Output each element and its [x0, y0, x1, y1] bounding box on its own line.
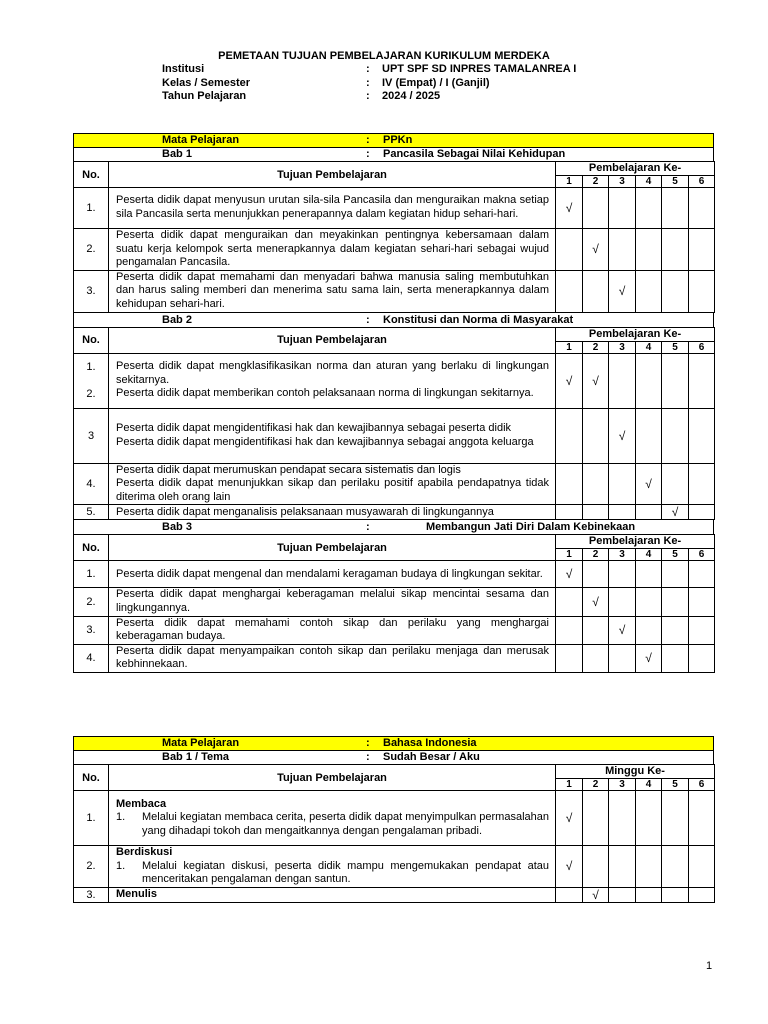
check-mark: √: [583, 887, 609, 902]
bab-title: Membangun Jati Diri Dalam Kebinekaan: [426, 521, 636, 534]
check-mark: √: [583, 588, 609, 616]
table-row: [74, 561, 715, 588]
week-number: 5: [662, 779, 689, 791]
header-label: Institusi: [162, 63, 205, 75]
row-number: 2.: [74, 588, 109, 616]
row-number: 4.: [74, 644, 109, 672]
colon: :: [366, 313, 370, 326]
row-objective: Peserta didik dapat mengenal dan mendalami keragaman budaya di lingkungan sekitar.: [109, 561, 556, 588]
row-objective: Peserta didik dapat menyampaikan contoh sikap dan perilaku menjaga dan merusak kebhinnekaan.: [109, 644, 556, 672]
row-number: 1.: [74, 791, 109, 846]
col-week-header: Minggu Ke-: [556, 765, 715, 779]
bab-bar: [73, 313, 714, 327]
table-row: [74, 887, 715, 902]
header-value: IV (Empat) / I (Ganjil): [382, 77, 490, 89]
table-row: [74, 229, 715, 271]
colon: :: [366, 134, 370, 146]
colon: :: [366, 737, 370, 749]
header-colon: :: [366, 77, 370, 89]
table-row: [74, 463, 715, 505]
row-objective: [109, 463, 556, 505]
meeting-number: 1: [556, 176, 583, 188]
col-tp-header: Tujuan Pembelajaran: [109, 765, 556, 791]
row-number: [74, 353, 109, 408]
check-mark: √: [583, 353, 609, 408]
page-number: 1: [706, 960, 713, 972]
objective-line: Peserta didik dapat mengidentifikasi hak dan kewajibannya sebagai peserta didik: [116, 421, 512, 434]
check-mark: √: [636, 644, 662, 672]
objective-line: Peserta didik dapat memberikan contoh pelaksanaan norma di lingkungan sekitarnya.: [116, 387, 534, 400]
row-objective: [109, 408, 556, 463]
bab-title: Pancasila Sebagai Nilai Kehidupan: [383, 148, 566, 160]
list-item: [116, 811, 549, 838]
list-number: 1.: [116, 859, 126, 872]
row-number: 3.: [74, 270, 109, 312]
col-tp-header: Tujuan Pembelajaran: [109, 535, 556, 561]
bab-title: Konstitusi dan Norma di Masyarakat: [383, 313, 574, 326]
meeting-number: 2: [583, 549, 609, 561]
check-mark: √: [636, 463, 662, 505]
subject-bar: [73, 736, 714, 750]
header-row-kelas: [0, 76, 768, 90]
objective-line: Peserta didik dapat mengidentifikasi hak dan kewajibannya sebagai anggota keluarga: [116, 435, 534, 448]
table-row: [74, 188, 715, 229]
row-number: 5.: [74, 505, 109, 520]
row-number-a: 1.: [86, 360, 96, 373]
row-objective: Peserta didik dapat menganalisis pelaksanaan musyawarah di lingkungannya: [109, 505, 556, 520]
table-row: [74, 846, 715, 888]
header-colon: :: [366, 63, 370, 75]
table-row: [74, 270, 715, 312]
table-row: [74, 588, 715, 616]
header-row-institusi: [0, 62, 768, 76]
bindo-section: [73, 736, 714, 903]
col-no-header: No.: [74, 327, 109, 353]
check-mark: √: [556, 791, 583, 846]
colon: :: [366, 751, 370, 763]
check-mark: √: [583, 229, 609, 271]
meeting-number: 1: [556, 341, 583, 353]
table-row: [74, 791, 715, 846]
col-pk-header: Pembelajaran Ke-: [556, 162, 715, 176]
header-label: Tahun Pelajaran: [162, 90, 247, 102]
header-value: 2024 / 2025: [382, 90, 441, 102]
row-number: 2.: [74, 846, 109, 888]
bab-label: Bab 1 / Tema: [162, 751, 230, 763]
subject-value: PPKn: [383, 134, 413, 146]
check-mark: √: [556, 846, 583, 888]
row-objective: Peserta didik dapat memahami dan menyadari bahwa manusia saling membutuhkan dan harus saling memberi dan menerima satu sama lain, serta menerapkannya dalam kehidupan sehari-hari.: [109, 270, 556, 312]
col-tp-header: Tujuan Pembelajaran: [109, 327, 556, 353]
row-objective: [109, 791, 556, 846]
bab-label: Bab 1: [162, 148, 192, 160]
skill-heading: Membaca: [116, 797, 167, 810]
col-pk-header: Pembelajaran Ke-: [556, 327, 715, 341]
row-number: 4.: [74, 463, 109, 505]
table-row: [74, 505, 715, 520]
objective-line: Peserta didik dapat merumuskan pendapat secara sistematis dan logis: [116, 463, 461, 476]
bab-bar: [73, 147, 714, 161]
row-objective: Peserta didik dapat menyusun urutan sila-sila Pancasila dan menguraikan makna setiap sila Pancasila serta menunjukkan penerapannya dalam kegiatan hidup sehari-hari.: [109, 188, 556, 229]
col-pk-header: Pembelajaran Ke-: [556, 535, 715, 549]
table-row: [74, 353, 715, 408]
meeting-number: 5: [662, 341, 689, 353]
header-row-tahun: [0, 89, 768, 103]
row-number: 2.: [74, 229, 109, 271]
check-mark: √: [556, 353, 583, 408]
week-number: 6: [689, 779, 715, 791]
header-value: UPT SPF SD INPRES TAMALANREA I: [382, 63, 577, 75]
week-number: 1: [556, 779, 583, 791]
ppkn-section: [73, 133, 714, 673]
row-number: 3.: [74, 887, 109, 902]
meeting-number: 5: [662, 176, 689, 188]
col-no-header: No.: [74, 535, 109, 561]
list-number: 1.: [116, 811, 126, 824]
week-number: 3: [609, 779, 636, 791]
header-label: Kelas / Semester: [162, 77, 251, 89]
bab-label: Bab 2: [162, 313, 192, 326]
row-objective: Peserta didik dapat menguraikan dan meyakinkan pentingnya kebersamaan dalam suatu kerja kelompok serta menerapkannya dalam kegiatan sehari-hari sebagai wujud pengamalan Pancasila.: [109, 229, 556, 271]
bab2-table: [73, 327, 715, 521]
bab-title: Sudah Besar / Aku: [383, 751, 480, 763]
row-number-b: 2.: [86, 387, 96, 400]
bab-bar: [73, 750, 714, 764]
meeting-number: 6: [689, 341, 715, 353]
meeting-number: 2: [583, 341, 609, 353]
check-mark: √: [609, 270, 636, 312]
subject-value: Bahasa Indonesia: [383, 737, 477, 749]
colon: :: [366, 148, 370, 160]
skill-heading: Berdiskusi: [116, 846, 173, 858]
bab1-table: [73, 161, 715, 313]
col-no-header: No.: [74, 765, 109, 791]
col-tp-header: Tujuan Pembelajaran: [109, 162, 556, 188]
meeting-number: 3: [609, 549, 636, 561]
check-mark: √: [662, 505, 689, 520]
check-mark: √: [556, 561, 583, 588]
row-objective: Peserta didik dapat memahami contoh sikap dan perilaku yang menghargai keberagaman budaya.: [109, 616, 556, 644]
objective-line: Peserta didik dapat mengklasifikasikan norma dan aturan yang berlaku di lingkungan sekitarnya.: [116, 360, 549, 386]
bab-label: Bab 3: [162, 521, 192, 534]
check-mark: √: [556, 188, 583, 229]
subject-label: Mata Pelajaran: [162, 134, 240, 146]
check-mark: √: [609, 616, 636, 644]
bab3-table: [73, 534, 715, 673]
row-number: 3.: [74, 616, 109, 644]
meeting-number: 4: [636, 176, 662, 188]
meeting-number: 2: [583, 176, 609, 188]
table-row: [74, 616, 715, 644]
meeting-number: 5: [662, 549, 689, 561]
row-number: 1.: [74, 561, 109, 588]
week-number: 2: [583, 779, 609, 791]
table-row: [74, 408, 715, 463]
row-number: 3: [74, 408, 109, 463]
meeting-number: 1: [556, 549, 583, 561]
subject-bar: [73, 133, 714, 147]
meeting-number: 3: [609, 176, 636, 188]
meeting-number: 6: [689, 549, 715, 561]
document-title: PEMETAAN TUJUAN PEMBELAJARAN KURIKULUM MERDEKA: [218, 50, 550, 62]
check-mark: √: [609, 408, 636, 463]
meeting-number: 6: [689, 176, 715, 188]
row-number: 1.: [74, 188, 109, 229]
list-text: Melalui kegiatan membaca cerita, peserta didik dapat menyimpulkan permasalahan yang dihadapi tokoh dan mengaitkannya dengan pengalaman pribadi.: [142, 811, 549, 837]
row-objective: [109, 353, 556, 408]
row-objective: [109, 846, 556, 888]
header-colon: :: [366, 90, 370, 102]
colon: :: [366, 521, 370, 534]
table-row: [74, 644, 715, 672]
bindo-table: [73, 764, 715, 903]
bab-bar: [73, 520, 714, 534]
list-text: Melalui kegiatan diskusi, peserta didik mampu mengemukakan pendapat atau menceritakan pengalaman dengan santun.: [142, 859, 549, 886]
row-objective: Peserta didik dapat menghargai keberagaman melalui sikap mencintai sesama dan lingkungannya.: [109, 588, 556, 616]
list-item: [116, 860, 549, 887]
col-no-header: No.: [74, 162, 109, 188]
subject-label: Mata Pelajaran: [162, 737, 240, 749]
meeting-number: 4: [636, 341, 662, 353]
meeting-number: 3: [609, 341, 636, 353]
week-number: 4: [636, 779, 662, 791]
skill-heading: Menulis: [109, 887, 556, 902]
meeting-number: 4: [636, 549, 662, 561]
objective-line: Peserta didik dapat menunjukkan sikap dan perilaku positif apabila pendapatnya tidak diterima oleh orang lain: [116, 477, 549, 503]
